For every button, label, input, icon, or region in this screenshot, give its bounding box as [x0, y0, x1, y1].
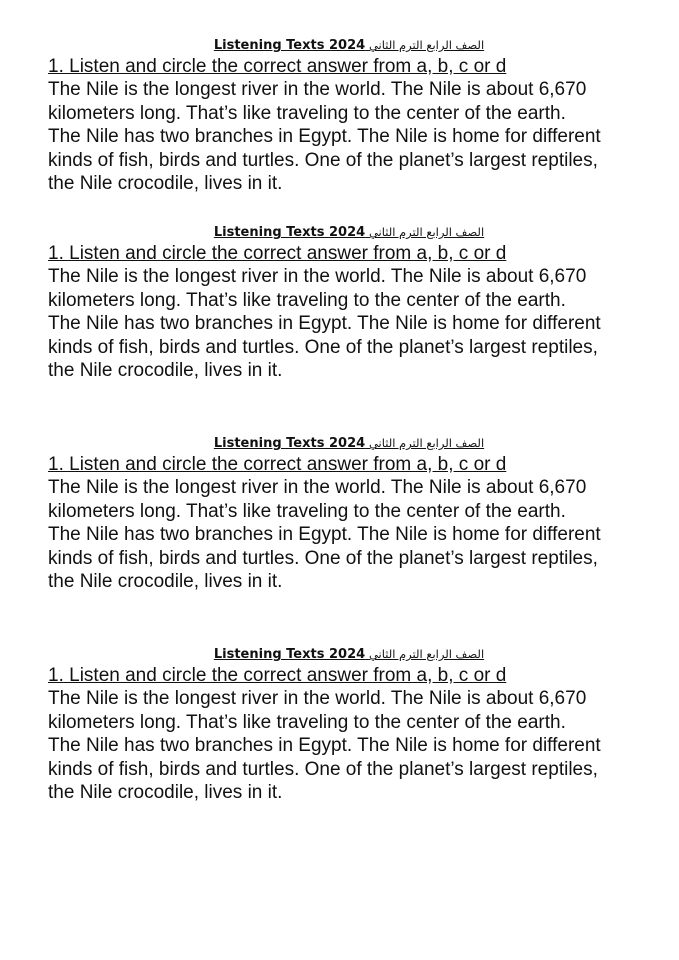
passage-line: kilometers long. That’s like traveling to the center of the earth. — [48, 500, 566, 522]
passage-line: kinds of fish, birds and turtles. One of the planet’s largest reptiles, — [48, 547, 598, 569]
passage-line: the Nile crocodile, lives in it. — [48, 360, 283, 382]
header-title-en: Listening Texts 2024 — [213, 38, 366, 53]
passage-line: The Nile is the longest river in the world. The Nile is about 6,670 — [48, 688, 587, 709]
header-title-en: Listening Texts 2024 — [213, 647, 366, 662]
block-header — [40, 224, 658, 241]
passage-line: kinds of fish, birds and turtles. One of the planet’s largest reptiles, — [48, 336, 598, 358]
passage-line: the Nile crocodile, lives in it. — [48, 173, 283, 195]
block-header — [40, 37, 658, 54]
header-title-ar: الصف الرابع الترم الثاني — [368, 38, 485, 52]
passage-text — [48, 265, 658, 383]
passage-text — [48, 476, 658, 594]
header-title-en: Listening Texts 2024 — [213, 436, 366, 451]
listening-text-block — [48, 646, 658, 805]
header-title-ar: الصف الرابع الترم الثاني — [368, 436, 485, 450]
header-title-ar: الصف الرابع الترم الثاني — [368, 647, 485, 661]
block-header — [40, 646, 658, 663]
instruction-text: 1. Listen and circle the correct answer from a, b, c or d — [48, 665, 507, 686]
passage-line: The Nile is the longest river in the world. The Nile is about 6,670 — [48, 266, 587, 287]
listening-text-block — [48, 435, 658, 594]
instruction-text: 1. Listen and circle the correct answer from a, b, c or d — [48, 454, 507, 475]
passage-line: the Nile crocodile, lives in it. — [48, 571, 283, 593]
header-title-ar: الصف الرابع الترم الثاني — [368, 225, 485, 239]
passage-line: The Nile has two branches in Egypt. The Nile is home for different — [48, 126, 601, 148]
instruction-text: 1. Listen and circle the correct answer from a, b, c or d — [48, 56, 507, 77]
header-title-en: Listening Texts 2024 — [213, 225, 366, 240]
passage-text — [48, 78, 658, 196]
passage-line: The Nile has two branches in Egypt. The Nile is home for different — [48, 313, 601, 335]
passage-line: kilometers long. That’s like traveling to the center of the earth. — [48, 711, 566, 733]
block-header — [40, 435, 658, 452]
passage-line: The Nile is the longest river in the world. The Nile is about 6,670 — [48, 477, 587, 498]
passage-line: the Nile crocodile, lives in it. — [48, 782, 283, 804]
passage-line: The Nile has two branches in Egypt. The Nile is home for different — [48, 735, 601, 757]
passage-line: kinds of fish, birds and turtles. One of the planet’s largest reptiles, — [48, 149, 598, 171]
passage-line: kilometers long. That’s like traveling to the center of the earth. — [48, 289, 566, 311]
instruction-text: 1. Listen and circle the correct answer from a, b, c or d — [48, 243, 507, 264]
listening-text-block — [48, 37, 658, 196]
passage-line: The Nile has two branches in Egypt. The Nile is home for different — [48, 524, 601, 546]
listening-text-block — [48, 224, 658, 383]
passage-line: The Nile is the longest river in the world. The Nile is about 6,670 — [48, 79, 587, 100]
passage-text — [48, 687, 658, 805]
passage-line: kinds of fish, birds and turtles. One of the planet’s largest reptiles, — [48, 758, 598, 780]
passage-line: kilometers long. That’s like traveling to the center of the earth. — [48, 102, 566, 124]
